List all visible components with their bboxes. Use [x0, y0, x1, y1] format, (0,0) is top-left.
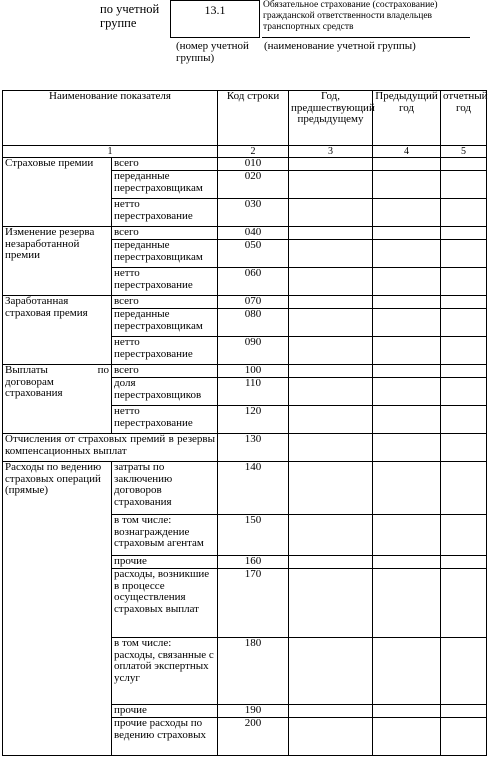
value-cell[interactable]	[289, 434, 373, 462]
accounting-group-code-box: 13.1	[170, 0, 260, 38]
value-cell[interactable]	[441, 569, 487, 638]
value-cell[interactable]	[289, 705, 373, 718]
value-cell[interactable]	[289, 227, 373, 240]
group-earned-premium: Заработанная страховая премия	[3, 296, 112, 365]
value-cell[interactable]	[289, 515, 373, 556]
value-cell[interactable]	[441, 365, 487, 378]
value-cell[interactable]	[373, 268, 441, 296]
row-code: 170	[218, 569, 289, 638]
value-cell[interactable]	[289, 378, 373, 406]
row-code: 100	[218, 365, 289, 378]
row-subname: переданные перестраховщикам	[112, 171, 218, 199]
col-number: 5	[441, 146, 487, 158]
value-cell[interactable]	[373, 365, 441, 378]
value-cell[interactable]	[289, 718, 373, 756]
value-cell[interactable]	[441, 705, 487, 718]
value-cell[interactable]	[441, 171, 487, 199]
row-code: 030	[218, 199, 289, 227]
value-cell[interactable]	[289, 171, 373, 199]
value-cell[interactable]	[373, 515, 441, 556]
header-prev-year: Предыдущий год	[373, 91, 441, 146]
value-cell[interactable]	[441, 227, 487, 240]
value-cell[interactable]	[441, 462, 487, 515]
row-code: 180	[218, 638, 289, 705]
row-subname: расходы, возникшие в процессе осуществления страховых выплат	[112, 569, 218, 638]
value-cell[interactable]	[373, 337, 441, 365]
value-cell[interactable]	[289, 240, 373, 268]
row-subname: прочие	[112, 705, 218, 718]
group-direct-expenses: Расходы по ведению страховых операций (прямые)	[3, 462, 112, 756]
value-cell[interactable]	[441, 378, 487, 406]
value-cell[interactable]	[373, 227, 441, 240]
value-cell[interactable]	[289, 406, 373, 434]
value-cell[interactable]	[289, 199, 373, 227]
value-cell[interactable]	[441, 515, 487, 556]
value-cell[interactable]	[373, 434, 441, 462]
column-numbers-row	[3, 146, 487, 158]
row-code: 190	[218, 705, 289, 718]
row-subname: всего	[112, 365, 218, 378]
table-row	[3, 158, 487, 171]
value-cell[interactable]	[289, 337, 373, 365]
value-cell[interactable]	[441, 434, 487, 462]
value-cell[interactable]	[441, 296, 487, 309]
row-code: 010	[218, 158, 289, 171]
row-subname: нетто перестрахование	[112, 199, 218, 227]
row-code: 040	[218, 227, 289, 240]
col-number: 4	[373, 146, 441, 158]
value-cell[interactable]	[289, 462, 373, 515]
accounting-group-label: по учетной группе	[100, 2, 160, 30]
row-code: 090	[218, 337, 289, 365]
value-cell[interactable]	[441, 638, 487, 705]
header-code: Код строки	[218, 91, 289, 146]
value-cell[interactable]	[289, 158, 373, 171]
value-cell[interactable]	[289, 569, 373, 638]
value-cell[interactable]	[373, 199, 441, 227]
row-subname: в том числе: расходы, связанные с оплатой экспертных услуг	[112, 638, 218, 705]
description-caption: (наименование учетной группы)	[264, 40, 416, 52]
row-subname: переданные перестраховщикам	[112, 240, 218, 268]
value-cell[interactable]	[373, 462, 441, 515]
col-number: 1	[3, 146, 218, 158]
row-code: 200	[218, 718, 289, 756]
row-code: 150	[218, 515, 289, 556]
value-cell[interactable]	[441, 309, 487, 337]
group-compensation-reserve: Отчисления от страховых премий в резервы компенсационных выплат	[3, 434, 218, 462]
row-subname: нетто перестрахование	[112, 268, 218, 296]
row-code: 110	[218, 378, 289, 406]
row-code: 120	[218, 406, 289, 434]
value-cell[interactable]	[289, 638, 373, 705]
value-cell[interactable]	[373, 171, 441, 199]
group-unearned-premium-change: Изменение резерва незаработанной премии	[3, 227, 112, 296]
value-cell[interactable]	[373, 378, 441, 406]
row-code: 080	[218, 309, 289, 337]
value-cell[interactable]	[441, 199, 487, 227]
value-cell[interactable]	[373, 240, 441, 268]
row-code: 140	[218, 462, 289, 515]
code-caption: (номер учетной группы)	[176, 40, 249, 64]
value-cell[interactable]	[441, 268, 487, 296]
row-subname: прочие расходы по ведению страховых	[112, 718, 218, 756]
row-subname: переданные перестраховщикам	[112, 309, 218, 337]
value-cell[interactable]	[441, 406, 487, 434]
value-cell[interactable]	[373, 309, 441, 337]
value-cell[interactable]	[441, 556, 487, 569]
row-code: 060	[218, 268, 289, 296]
row-code: 130	[218, 434, 289, 462]
row-subname: нетто перестрахование	[112, 406, 218, 434]
col-number: 2	[218, 146, 289, 158]
row-subname: всего	[112, 296, 218, 309]
row-subname: доля перестраховщиков	[112, 378, 218, 406]
row-code: 160	[218, 556, 289, 569]
value-cell[interactable]	[289, 556, 373, 569]
value-cell[interactable]	[373, 638, 441, 705]
row-subname: всего	[112, 158, 218, 171]
value-cell[interactable]	[441, 158, 487, 171]
table-row	[3, 365, 487, 378]
value-cell[interactable]	[289, 296, 373, 309]
value-cell[interactable]	[373, 296, 441, 309]
value-cell[interactable]	[373, 569, 441, 638]
header-prev-prev-year: Год, предшествующий предыдущему	[289, 91, 373, 146]
row-code: 020	[218, 171, 289, 199]
value-cell[interactable]	[373, 556, 441, 569]
value-cell[interactable]	[373, 158, 441, 171]
value-cell[interactable]	[441, 240, 487, 268]
value-cell[interactable]	[441, 337, 487, 365]
value-cell[interactable]	[289, 309, 373, 337]
col-number: 3	[289, 146, 373, 158]
header-row	[3, 91, 487, 146]
table-row	[3, 296, 487, 309]
row-subname: всего	[112, 227, 218, 240]
row-subname: нетто перестрахование	[112, 337, 218, 365]
header-name: Наименование показателя	[3, 91, 218, 146]
value-cell[interactable]	[289, 365, 373, 378]
table-row	[3, 462, 487, 515]
indicators-table	[2, 90, 487, 756]
group-insurance-premiums: Страховые премии	[3, 158, 112, 227]
value-cell[interactable]	[441, 718, 487, 756]
row-code: 070	[218, 296, 289, 309]
row-code: 050	[218, 240, 289, 268]
table-row	[3, 227, 487, 240]
row-subname: прочие	[112, 556, 218, 569]
row-subname: в том числе: вознаграждение страховым агентам	[112, 515, 218, 556]
value-cell[interactable]	[289, 268, 373, 296]
value-cell[interactable]	[373, 705, 441, 718]
value-cell[interactable]	[373, 406, 441, 434]
table-row	[3, 434, 487, 462]
header-report-year: отчетный год	[441, 91, 487, 146]
accounting-group-description: Обязательное страхование (сострахование) гражданской ответственности владельцев транспортных средств	[262, 0, 470, 38]
value-cell[interactable]	[373, 718, 441, 756]
row-subname: затраты по заключению договоров страхования	[112, 462, 218, 515]
group-insurance-payments: Выплаты по договорам страхования	[3, 365, 112, 434]
